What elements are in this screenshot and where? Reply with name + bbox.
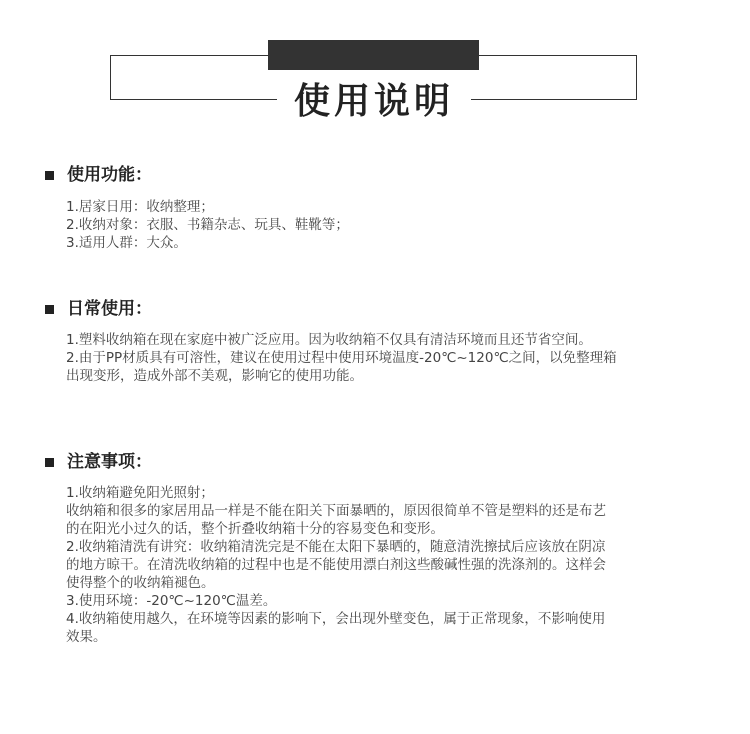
section-body-functions [66, 198, 716, 252]
body-line: 4.收纳箱使用越久，在环境等因素的影响下，会出现外壁变色，属于正常现象，不影响使用 [66, 611, 606, 627]
body-line: 出现变形，造成外部不美观，影响它的使用功能。 [66, 368, 363, 384]
page-title: 使用说明 [277, 78, 471, 126]
section-heading-text: 注意事项： [67, 452, 152, 472]
section-body-notes [66, 484, 716, 646]
body-line: 2.收纳箱清洗有讲究：收纳箱清洗完是不能在太阳下暴晒的，随意清洗擦拭后应该放在阴凉 [66, 539, 606, 555]
body-line: 效果。 [66, 629, 107, 645]
body-line: 1.收纳箱避免阳光照射； [66, 485, 214, 501]
body-line: 的在阳光小过久的话，整个折叠收纳箱十分的容易变色和变形。 [66, 521, 444, 537]
section-body-daily-use [66, 331, 716, 385]
square-bullet-icon [45, 458, 54, 467]
body-line: 1.居家日用：收纳整理； [66, 199, 214, 215]
body-line: 3.适用人群：大众。 [66, 235, 187, 251]
header-frame-line-right [471, 99, 637, 100]
section-heading-notes [45, 450, 152, 474]
body-line: 收纳箱和很多的家居用品一样是不能在阳关下面暴晒的，原因很简单不管是塑料的还是布艺 [66, 503, 606, 519]
body-line: 使得整个的收纳箱褪色。 [66, 575, 215, 591]
section-heading-text: 使用功能： [67, 165, 152, 185]
section-heading-daily-use [45, 297, 152, 321]
body-line: 的地方晾干。在清洗收纳箱的过程中也是不能使用漂白剂这些酸碱性强的洗涤剂的。这样会 [66, 557, 606, 573]
square-bullet-icon [45, 171, 54, 180]
section-heading-text: 日常使用： [67, 299, 152, 319]
header-frame-line-left [110, 99, 277, 100]
header [0, 0, 750, 150]
header-dark-bar [268, 40, 479, 70]
body-line: 3.使用环境：-20℃~120℃温差。 [66, 593, 277, 609]
body-line: 2.由于PP材质具有可溶性，建议在使用过程中使用环境温度-20℃~120℃之间，以免整理箱 [66, 350, 617, 366]
body-line: 2.收纳对象：衣服、书籍杂志、玩具、鞋靴等； [66, 217, 349, 233]
body-line: 1.塑料收纳箱在现在家庭中被广泛应用。因为收纳箱不仅具有清洁环境而且还节省空间。 [66, 332, 592, 348]
section-heading-functions [45, 163, 152, 187]
square-bullet-icon [45, 305, 54, 314]
